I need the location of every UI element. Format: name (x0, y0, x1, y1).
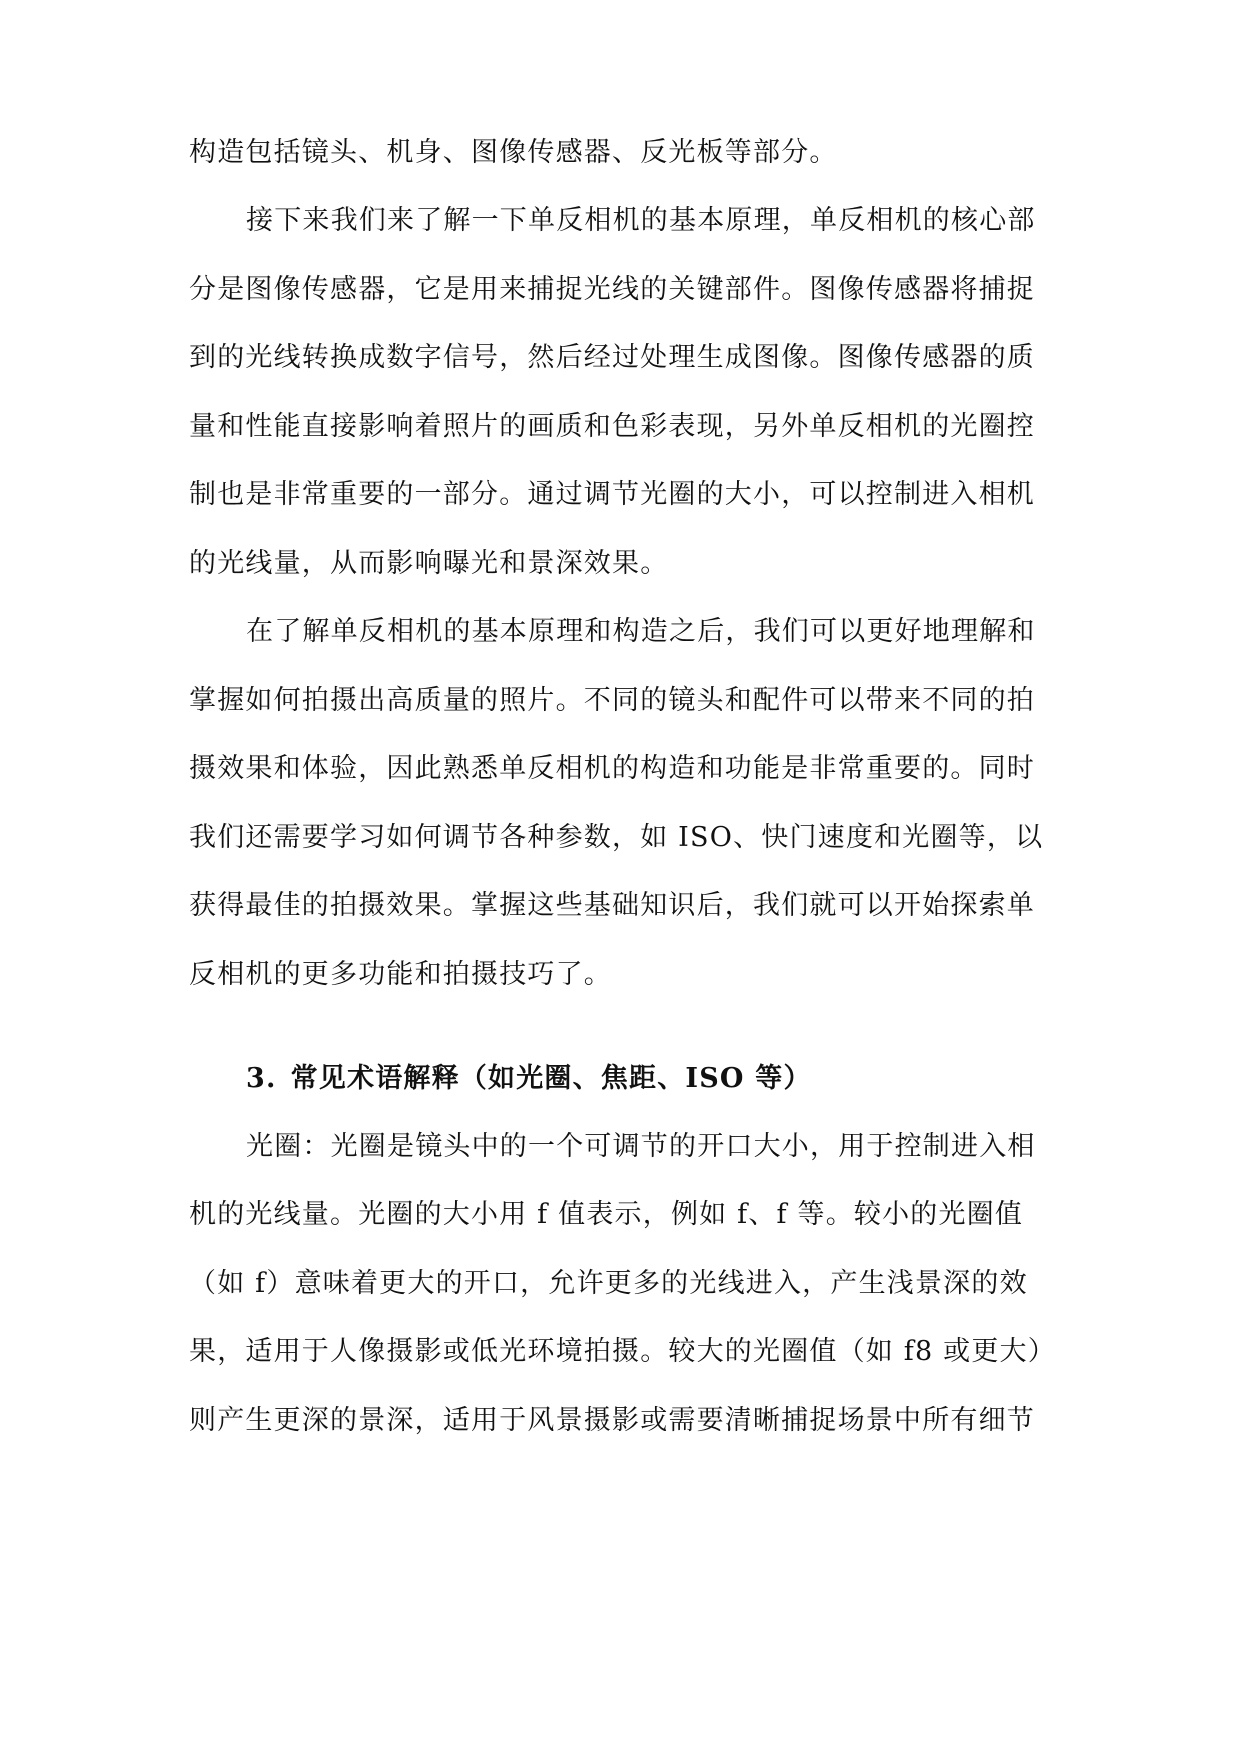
section-number: 3. (246, 1063, 277, 1094)
paragraph-3-line-5: 获得最佳的拍摄效果。掌握这些基础知识后，我们就可以开始探索单 (189, 890, 1035, 921)
paragraph-2-line-4: 量和性能直接影响着照片的画质和色彩表现，另外单反相机的光圈控 (189, 411, 1035, 442)
paragraph-3-line-1: 在了解单反相机的基本原理和构造之后，我们可以更好地理解和 (246, 616, 1036, 647)
paragraph-4-line-3: （如 f）意味着更大的开口，允许更多的光线进入，产生浅景深的效 (189, 1268, 1028, 1299)
paragraph-3-line-4: 我们还需要学习如何调节各种参数，如 ISO、快门速度和光圈等，以 (189, 822, 1044, 853)
paragraph-3-line-3: 摄效果和体验，因此熟悉单反相机的构造和功能是非常重要的。同时 (189, 753, 1035, 784)
paragraph-2-line-1: 接下来我们来了解一下单反相机的基本原理，单反相机的核心部 (246, 205, 1036, 236)
section-title: 常见术语解释（如光圈、焦距、ISO 等） (290, 1063, 812, 1094)
paragraph-4-line-5: 则产生更深的景深，适用于风景摄影或需要清晰捕捉场景中所有细节 (189, 1405, 1035, 1436)
paragraph-2-line-6: 的光线量，从而影响曝光和景深效果。 (189, 548, 669, 579)
paragraph-4-line-2: 机的光线量。光圈的大小用 f 值表示，例如 f、f 等。较小的光圈值 (189, 1199, 1024, 1230)
paragraph-2-line-5: 制也是非常重要的一部分。通过调节光圈的大小，可以控制进入相机 (189, 479, 1035, 510)
paragraph-4-line-4: 果，适用于人像摄影或低光环境拍摄。较大的光圈值（如 f8 或更大） (189, 1336, 1056, 1367)
paragraph-3-line-2: 掌握如何拍摄出高质量的照片。不同的镜头和配件可以带来不同的拍 (189, 685, 1035, 716)
paragraph-4-line-1: 光圈：光圈是镜头中的一个可调节的开口大小，用于控制进入相 (246, 1131, 1036, 1162)
paragraph-3-line-6: 反相机的更多功能和拍摄技巧了。 (189, 959, 612, 990)
paragraph-1-line-1: 构造包括镜头、机身、图像传感器、反光板等部分。 (189, 137, 838, 168)
paragraph-2-line-3: 到的光线转换成数字信号，然后经过处理生成图像。图像传感器的质 (189, 342, 1035, 373)
paragraph-2-line-2: 分是图像传感器，它是用来捕捉光线的关键部件。图像传感器将捕捉 (189, 274, 1035, 305)
section-heading (246, 1055, 1059, 1103)
